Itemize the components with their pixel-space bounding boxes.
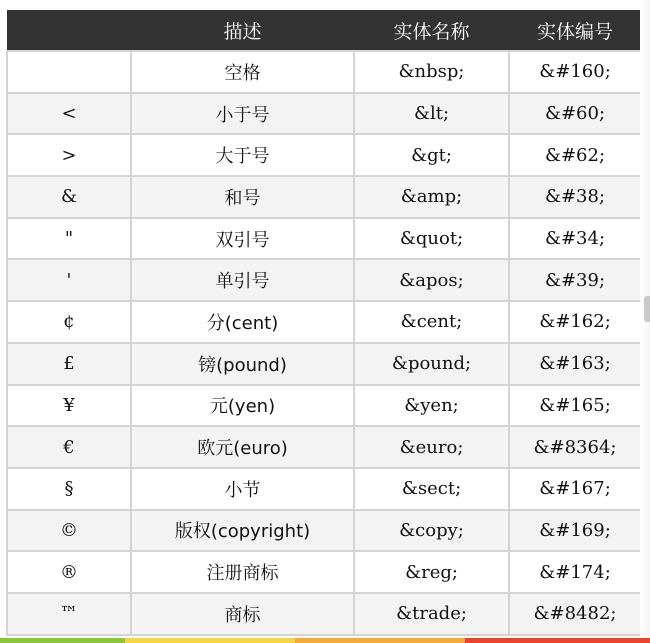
entity-name-cell: &trade; [354,593,509,635]
table-row [7,385,641,427]
bottom-color-strip [0,638,650,643]
entity-name-cell: &copy; [354,510,509,552]
header-entity-number: 实体编号 [536,20,613,43]
description-cell: 注册商标 [131,551,354,593]
table-header-row [7,10,641,51]
entity-name-cell: &pound; [354,343,509,385]
symbol-cell: ¢ [7,301,131,343]
table-row [7,93,641,135]
entity-name-cell: &yen; [354,385,509,427]
entity-number-cell: &#160; [509,51,641,93]
entity-number-cell: &#38; [509,176,641,218]
table-row [7,510,641,552]
description-cell: 大于号 [131,134,354,176]
entity-number-cell: &#39; [509,259,641,301]
description-cell: 单引号 [131,259,354,301]
description-cell: 分(cent) [131,301,354,343]
symbol-cell: > [7,134,131,176]
entity-number-cell: &#162; [509,301,641,343]
entity-name-cell: &cent; [354,301,509,343]
entity-number-cell: &#163; [509,343,641,385]
description-cell: 镑(pound) [131,343,354,385]
entity-number-cell: &#60; [509,93,641,135]
entity-name-cell: &apos; [354,259,509,301]
header-symbol [7,10,131,51]
strip-segment [125,638,295,643]
symbol-cell: © [7,510,131,552]
header-description: 描述 [223,20,262,43]
table-row [7,176,641,218]
symbol-cell: " [7,218,131,260]
entity-number-cell: &#62; [509,134,641,176]
entity-number-cell: &#174; [509,551,641,593]
description-cell: 小于号 [131,93,354,135]
symbol-cell: ® [7,551,131,593]
strip-segment [295,638,465,643]
table-row [7,468,641,510]
table-row [7,301,641,343]
entity-name-cell: &nbsp; [354,51,509,93]
symbol-cell: ' [7,259,131,301]
symbol-cell: ™ [7,593,131,635]
entity-number-cell: &#34; [509,218,641,260]
description-cell: 和号 [131,176,354,218]
description-cell: 双引号 [131,218,354,260]
symbol-cell: ¥ [7,385,131,427]
table-row [7,551,641,593]
symbol-cell: & [7,176,131,218]
description-cell: 元(yen) [131,385,354,427]
entity-name-cell: &euro; [354,426,509,468]
table-header [7,10,641,51]
entity-name-cell: &lt; [354,93,509,135]
description-cell: 欧元(euro) [131,426,354,468]
table-row [7,593,641,635]
symbol-cell: £ [7,343,131,385]
scroll-handle[interactable] [644,296,650,322]
table-body [7,51,641,635]
symbol-cell: § [7,468,131,510]
entity-number-cell: &#167; [509,468,641,510]
symbol-cell: < [7,93,131,135]
header-entity-name: 实体名称 [393,20,470,43]
table-row [7,134,641,176]
entity-number-cell: &#169; [509,510,641,552]
entity-name-cell: &reg; [354,551,509,593]
entity-number-cell: &#8482; [509,593,641,635]
entity-name-cell: &gt; [354,134,509,176]
description-cell: 版权(copyright) [131,510,354,552]
symbol-cell [7,51,131,93]
entity-name-cell: &quot; [354,218,509,260]
table-row [7,343,641,385]
entity-number-cell: &#165; [509,385,641,427]
strip-segment [0,638,125,643]
table-row [7,426,641,468]
html-entities-table [6,10,642,636]
entity-name-cell: &sect; [354,468,509,510]
table-row [7,51,641,93]
description-cell: 小节 [131,468,354,510]
description-cell: 商标 [131,593,354,635]
table-row [7,218,641,260]
strip-segment [465,638,650,643]
entity-name-cell: &amp; [354,176,509,218]
table-row [7,259,641,301]
symbol-cell: € [7,426,131,468]
entity-number-cell: &#8364; [509,426,641,468]
description-cell: 空格 [131,51,354,93]
